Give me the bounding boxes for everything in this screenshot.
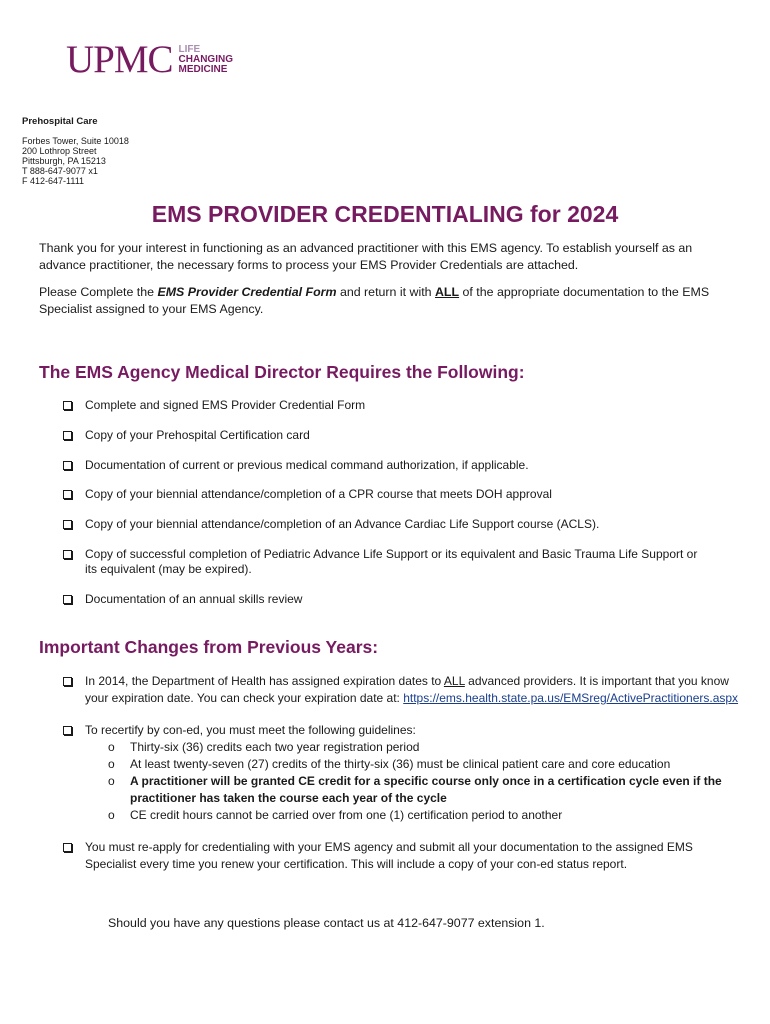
list-item [0, 487, 552, 502]
checkbox-bullet-icon [63, 843, 72, 852]
list-item-text: Complete and signed EMS Provider Credential Form [85, 398, 366, 412]
list-item [0, 398, 365, 413]
sub-list-item-text: CE credit hours cannot be carried over from one (1) certification period to another [130, 808, 563, 822]
logo-tagline-line: CHANGING [178, 53, 233, 65]
checkbox-bullet-icon [63, 726, 72, 735]
instruction-text: of the appropriate documentation to the EMS Specialist assigned to your EMS Agency. [39, 285, 710, 316]
checkbox-bullet-icon [63, 490, 72, 499]
checkbox-bullet-icon [63, 595, 72, 604]
list-item [0, 458, 529, 473]
checkbox-bullet-icon [63, 550, 72, 559]
upmc-logo [66, 40, 233, 79]
closing-contact-line: Should you have any questions please contact us at 412-647-9077 extension 1. [108, 916, 545, 930]
department-name: Prehospital Care [22, 116, 98, 127]
sub-list-item-text: Thirty-six (36) credits each two year registration period [130, 740, 420, 754]
logo-tagline [179, 45, 233, 75]
fax-line: F 412-647-1111 [22, 176, 85, 186]
intro-paragraph: Thank you for your interest in functioning as an advanced practitioner with this EMS agency. To establish yourself as an advance practitioner, the necessary forms to process your EMS Provider Credentials are attached. [39, 241, 693, 272]
list-item [0, 547, 705, 577]
circle-bullet-icon: o [108, 808, 115, 822]
sub-list-item [0, 773, 770, 807]
list-item [0, 592, 302, 607]
sub-list-item-text: At least twenty-seven (27) credits of the thirty-six (36) must be clinical patient care and core education [130, 757, 671, 771]
address-line: Forbes Tower, Suite 10018 [22, 136, 129, 146]
checkbox-bullet-icon [63, 677, 72, 686]
list-item-text: Copy of your biennial attendance/completion of an Advance Cardiac Life Support course (ACLS). [85, 517, 600, 531]
form-name: EMS Provider Credential Form [157, 285, 337, 299]
expiration-lookup-link[interactable]: https://ems.health.state.pa.us/EMSreg/ActivePractitioners.aspx [403, 691, 739, 705]
list-item [0, 673, 770, 707]
list-item-text: You must re-apply for credentialing with your EMS agency and submit all your documentation to the assigned EMS Specialist every time you renew your certification. This will include a copy of your con-ed status report. [85, 840, 693, 871]
list-item-text [0, 673, 770, 707]
sub-list-item [0, 807, 770, 824]
list-item-text: Copy of successful completion of Pediatric Advance Life Support or its equivalent and Basic Trauma Life Support or its equivalent (may be expired). [85, 547, 698, 576]
list-item [0, 722, 770, 824]
list-item-text: To recertify by con-ed, you must meet the following guidelines: [85, 723, 416, 737]
list-item-text: Copy of your Prehospital Certification card [85, 428, 310, 442]
circle-bullet-icon: o [108, 757, 115, 771]
instruction-paragraph [39, 284, 729, 318]
list-item [0, 839, 770, 873]
section-heading-requirements: The EMS Agency Medical Director Requires the Following: [39, 362, 525, 382]
address-line: Pittsburgh, PA 15213 [22, 156, 106, 166]
list-item-text: Documentation of an annual skills review [85, 592, 303, 606]
sub-list-item-text: A practitioner will be granted CE credit for a specific course only once in a certification cycle even if the practitioner has taken the course each year of the cycle [130, 774, 722, 805]
instruction-text: and return it with [336, 285, 435, 299]
page-title: EMS PROVIDER CREDENTIALING for 2024 [151, 201, 619, 227]
phone-line: T 888-647-9077 x1 [22, 166, 98, 176]
sub-list-item [0, 739, 770, 756]
logo-wordmark: UPMC [66, 38, 173, 81]
checkbox-bullet-icon [63, 401, 72, 410]
list-item [0, 517, 599, 532]
emphasis-all: ALL [434, 285, 460, 299]
checkbox-bullet-icon [63, 431, 72, 440]
instruction-text: Please Complete the [39, 285, 158, 299]
section-heading-changes: Important Changes from Previous Years: [39, 637, 379, 657]
logo-tagline-line: MEDICINE [178, 63, 228, 75]
emphasis-all: ALL [443, 674, 465, 688]
circle-bullet-icon: o [108, 774, 115, 788]
list-item-text: Copy of your biennial attendance/completion of a CPR course that meets DOH approval [85, 487, 552, 501]
circle-bullet-icon: o [108, 740, 115, 754]
text-span: In 2014, the Department of Health has assigned expiration dates to [85, 674, 444, 688]
text-span: advanced providers. It is important that you know your expiration date. You can check your expiration date at: [85, 674, 729, 705]
list-item [0, 428, 310, 443]
sub-list-item [0, 756, 770, 773]
checkbox-bullet-icon [63, 520, 72, 529]
checkbox-bullet-icon [63, 461, 72, 470]
address-line: 200 Lothrop Street [22, 146, 97, 156]
org-address-block [22, 117, 129, 186]
list-item-text: Documentation of current or previous medical command authorization, if applicable. [85, 458, 529, 472]
logo-tagline-line: LIFE [178, 43, 201, 55]
